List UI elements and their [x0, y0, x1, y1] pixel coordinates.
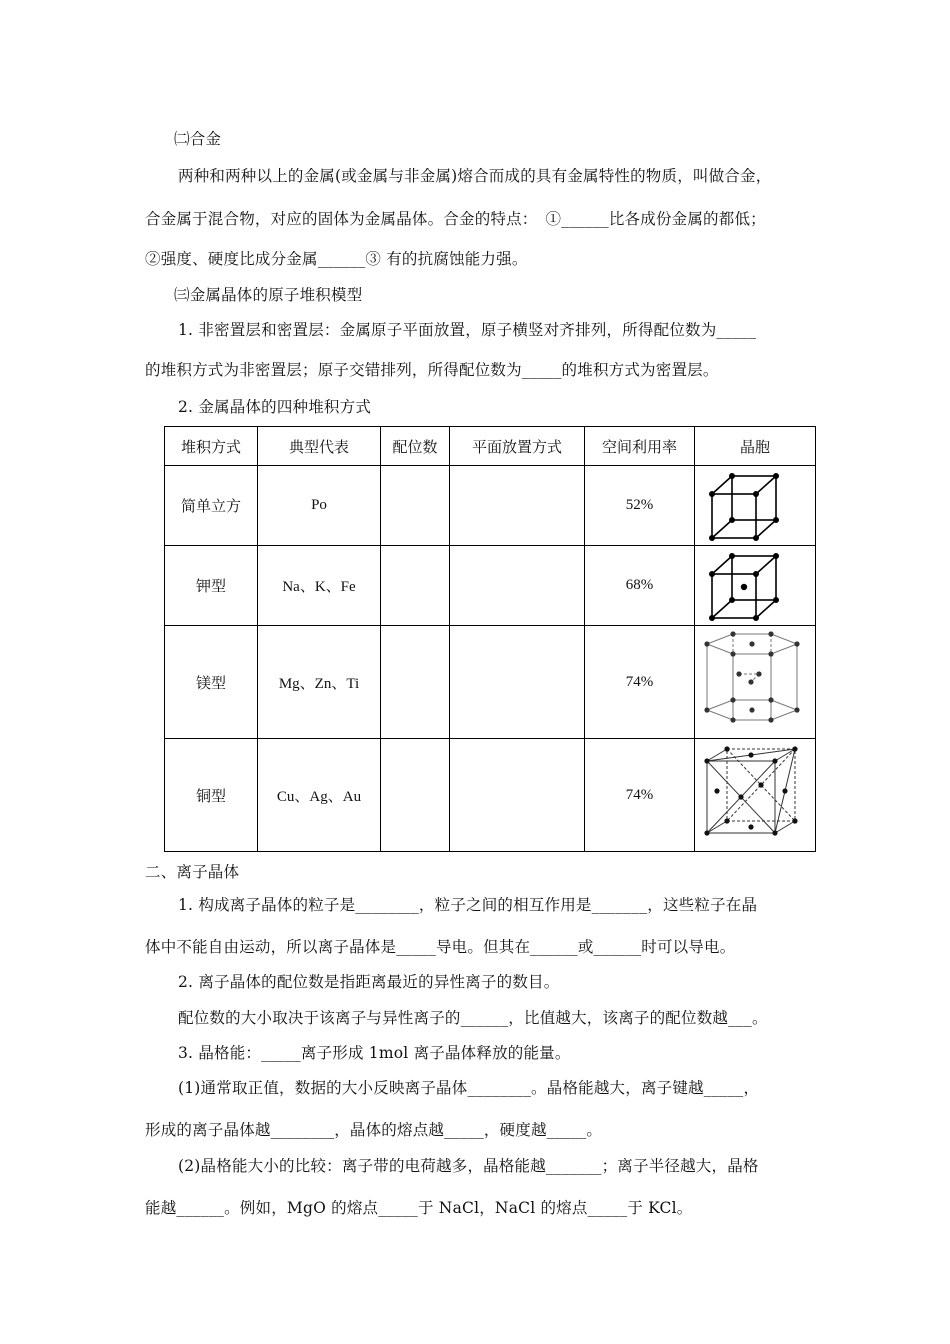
cell-examples: Po [258, 466, 381, 546]
stacking-item-2: 2. 金属晶体的四种堆积方式 [178, 398, 372, 416]
cell-type: 简单立方 [165, 466, 258, 546]
ionic-item-2: 2. 离子晶体的配位数是指距离最近的异性离子的数目。 [178, 973, 560, 991]
header-examples: 典型代表 [258, 427, 381, 466]
cell-coordination [381, 739, 450, 852]
alloy-paragraph-line-2: 合金属于混合物，对应的固体为金属晶体。合金的特点： ①______比各成份金属的都低； [145, 210, 766, 228]
header-unit-cell: 晶胞 [695, 427, 816, 466]
cell-examples: Mg、Zn、Ti [258, 626, 381, 739]
table-row [165, 466, 816, 546]
cell-coordination [381, 546, 450, 626]
ionic-item-3-1-line-2: 形成的离子晶体越________，晶体的熔点越_____，硬度越_____。 [145, 1121, 603, 1139]
table-row [165, 739, 816, 852]
cell-unit-cell [695, 739, 816, 852]
stacking-item-1-line-1: 1. 非密置层和密置层：金属原子平面放置，原子横竖对齐排列，所得配位数为_____ [178, 321, 757, 339]
cell-plane [450, 626, 585, 739]
cell-type: 铜型 [165, 739, 258, 852]
cell-utilization: 68% [585, 546, 695, 626]
cell-type: 镁型 [165, 626, 258, 739]
cell-unit-cell [695, 626, 816, 739]
ionic-item-3-1-line-1: (1)通常取正值，数据的大小反映离子晶体________。晶格能越大，离子键越_____， [178, 1079, 760, 1097]
header-plane-arrangement: 平面放置方式 [450, 427, 585, 466]
ionic-item-1-line-1: 1. 构成离子晶体的粒子是________，粒子之间的相互作用是_______，这些粒子在晶 [178, 896, 758, 914]
ionic-item-3: 3. 晶格能：_____离子形成 1mol 离子晶体释放的能量。 [178, 1044, 571, 1062]
alloy-paragraph-line-3: ②强度、硬度比成分金属______③ 有的抗腐蚀能力强。 [145, 250, 528, 268]
simple-cubic-cell-icon [700, 468, 810, 544]
body-centered-cubic-cell-icon [700, 548, 810, 624]
cell-utilization: 74% [585, 739, 695, 852]
stacking-table [164, 426, 816, 852]
ionic-item-2-line-2: 配位数的大小取决于该离子与异性离子的______，比值越大，该离子的配位数越___。 [178, 1009, 768, 1027]
header-space-utilization: 空间利用率 [585, 427, 695, 466]
cell-examples: Na、K、Fe [258, 546, 381, 626]
cell-coordination [381, 466, 450, 546]
ionic-heading: 二、离子晶体 [145, 863, 240, 881]
ionic-item-1-line-2: 体中不能自由运动，所以离子晶体是_____导电。但其在______或______时可以导电。 [145, 938, 736, 956]
cell-coordination [381, 626, 450, 739]
table-row [165, 626, 816, 739]
cell-unit-cell [695, 546, 816, 626]
face-centered-cubic-cell-icon [699, 743, 811, 847]
cell-plane [450, 466, 585, 546]
alloy-heading: ㈡合金 [174, 130, 222, 148]
header-coordination: 配位数 [381, 427, 450, 466]
ionic-item-3-2-line-1: (2)晶格能大小的比较：离子带的电荷越多，晶格能越_______；离子半径越大，晶格 [178, 1157, 759, 1175]
stacking-item-1-line-2: 的堆积方式为非密置层；原子交错排列，所得配位数为_____的堆积方式为密置层。 [145, 361, 719, 379]
cell-utilization: 52% [585, 466, 695, 546]
cell-unit-cell [695, 466, 816, 546]
cell-plane [450, 739, 585, 852]
cell-type: 钾型 [165, 546, 258, 626]
alloy-paragraph-line-1: 两种和两种以上的金属(或金属与非金属)熔合而成的具有金属特性的物质，叫做合金， [178, 167, 772, 185]
ionic-item-3-2-line-2: 能越______。例如，MgO 的熔点_____于 NaCl，NaCl 的熔点_____于 KCl。 [145, 1199, 693, 1217]
table-header-row [165, 427, 816, 466]
cell-plane [450, 546, 585, 626]
table-row [165, 546, 816, 626]
cell-examples: Cu、Ag、Au [258, 739, 381, 852]
cell-utilization: 74% [585, 626, 695, 739]
header-stacking-type: 堆积方式 [165, 427, 258, 466]
hexagonal-close-packed-cell-icon [699, 630, 811, 734]
stacking-heading: ㈢金属晶体的原子堆积模型 [174, 286, 363, 304]
